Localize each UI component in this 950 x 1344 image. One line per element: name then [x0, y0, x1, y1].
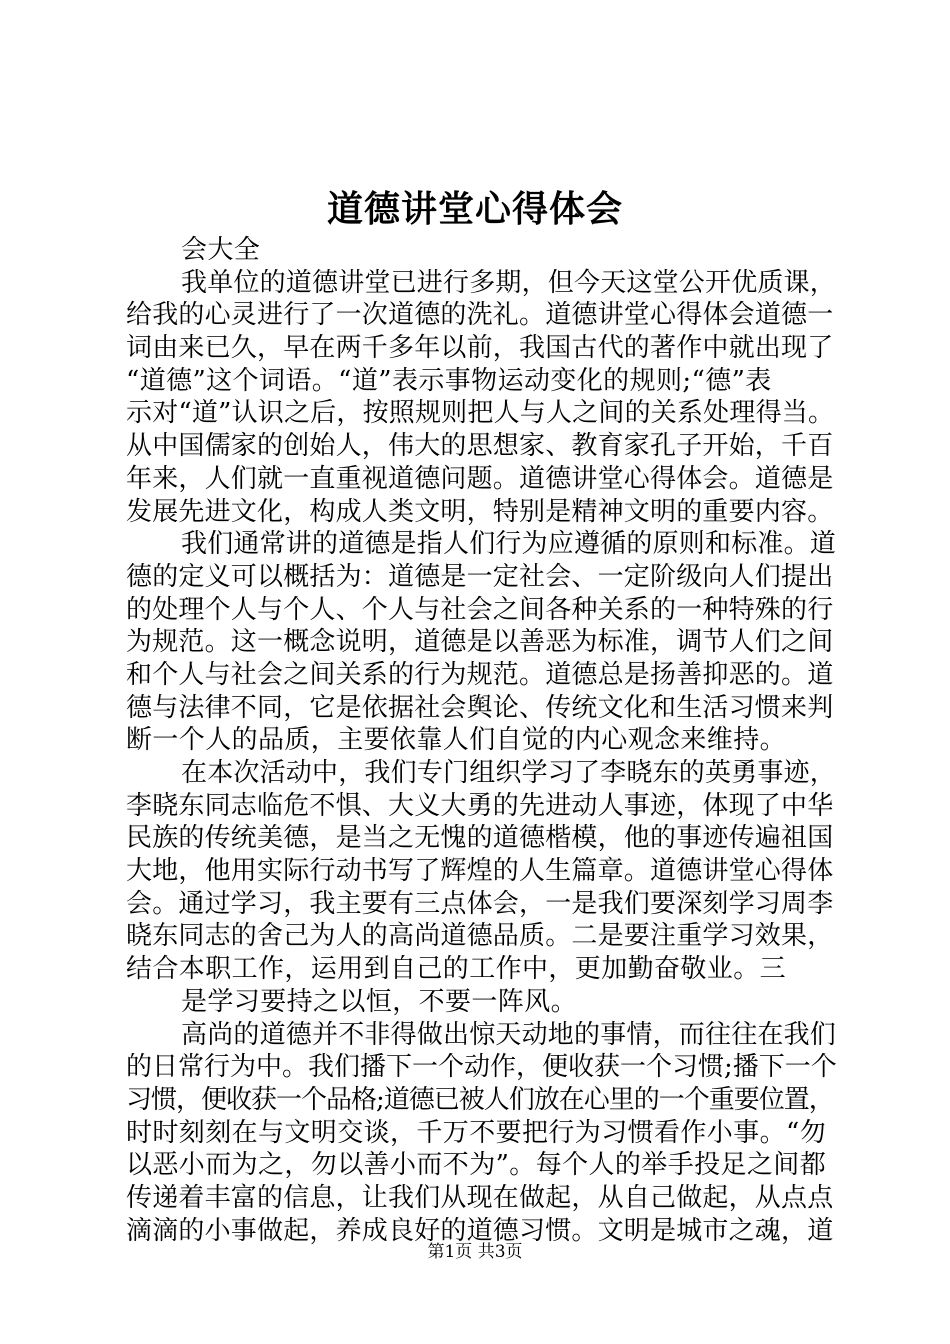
text-line: 李晓东同志临危不惧、大义大勇的先进动人事迹，体现了中华 — [126, 790, 834, 821]
text-line: 会。通过学习，我主要有三点体会，一是我们要深刻学习周李 — [126, 888, 834, 919]
text-line: 德与法律不同，它是依据社会舆论、传统文化和生活习惯来判 — [126, 692, 834, 723]
text-line: 在本次活动中，我们专门组织学习了李晓东的英勇事迹， — [181, 758, 837, 788]
text-line: 会大全 — [181, 235, 261, 265]
text-line: 词由来已久，早在两千多年以前，我国古代的著作中就出现了 — [126, 333, 834, 364]
text-line: 的处理个人与个人、个人与社会之间各种关系的一种特殊的行 — [126, 594, 834, 625]
text-line: 我们通常讲的道德是指人们行为应遵循的原则和标准。道 — [181, 529, 837, 560]
text-line: 的日常行为中。我们播下一个动作，便收获一个习惯;播下一个 — [126, 1052, 837, 1083]
text-line: 给我的心灵进行了一次道德的洗礼。道德讲堂心得体会道德一 — [126, 300, 834, 331]
text-line: 为规范。这一概念说明，道德是以善恶为标准，调节人们之间 — [126, 627, 834, 658]
text-line: 滴滴的小事做起，养成良好的道德习惯。文明是城市之魂，道 — [126, 1215, 834, 1246]
text-line: 高尚的道德并不非得做出惊天动地的事情，而往往在我们 — [181, 1019, 837, 1050]
text-line: “道德”这个词语。“道”表示事物运动变化的规则;“德”表 — [126, 365, 772, 396]
document-title: 道德讲堂心得体会 — [326, 188, 623, 230]
text-line: 从中国儒家的创始人，伟大的思想家、教育家孔子开始，千百 — [126, 431, 834, 462]
text-line: 发展先进文化，构成人类文明，特别是精神文明的重要内容。 — [126, 496, 834, 527]
text-line: 以恶小而为之，勿以善小而不为”。每个人的举手投足之间都 — [126, 1150, 827, 1181]
text-line: 德的定义可以概括为：道德是一定社会、一定阶级向人们提出 — [126, 561, 834, 592]
document-body — [126, 234, 838, 1247]
text-line: 晓东同志的舍己为人的高尚道德品质。二是要注重学习效果， — [126, 921, 834, 952]
text-line: 示对“道”认识之后，按照规则把人与人之间的关系处理得当。 — [126, 398, 835, 429]
text-line: 断一个人的品质，主要依靠人们自觉的内心观念来维持。 — [126, 725, 787, 756]
text-line: 和个人与社会之间关系的行为规范。道德总是扬善抑恶的。道 — [126, 659, 834, 690]
text-line: 大地，他用实际行动书写了辉煌的人生篇章。道德讲堂心得体 — [126, 856, 834, 887]
text-line: 年来，人们就一直重视道德问题。道德讲堂心得体会。道德是 — [126, 463, 834, 494]
text-line: 习惯，便收获一个品格;道德已被人们放在心里的一个重要位置， — [126, 1084, 834, 1115]
text-line: 时时刻刻在与文明交谈，千万不要把行为习惯看作小事。“勿 — [126, 1117, 827, 1148]
text-line: 是学习要持之以恒，不要一阵风。 — [181, 986, 578, 1017]
text-line: 传递着丰富的信息，让我们从现在做起，从自己做起，从点点 — [126, 1182, 834, 1213]
text-line: 结合本职工作，运用到自己的工作中，更加勤奋敬业。三 — [126, 954, 787, 985]
page-footer: 第1页 共3页 — [427, 1242, 523, 1262]
text-line: 我单位的道德讲堂已进行多期，但今天这堂公开优质课， — [181, 267, 837, 298]
text-line: 民族的传统美德，是当之无愧的道德楷模，他的事迹传遍祖国 — [126, 823, 834, 854]
